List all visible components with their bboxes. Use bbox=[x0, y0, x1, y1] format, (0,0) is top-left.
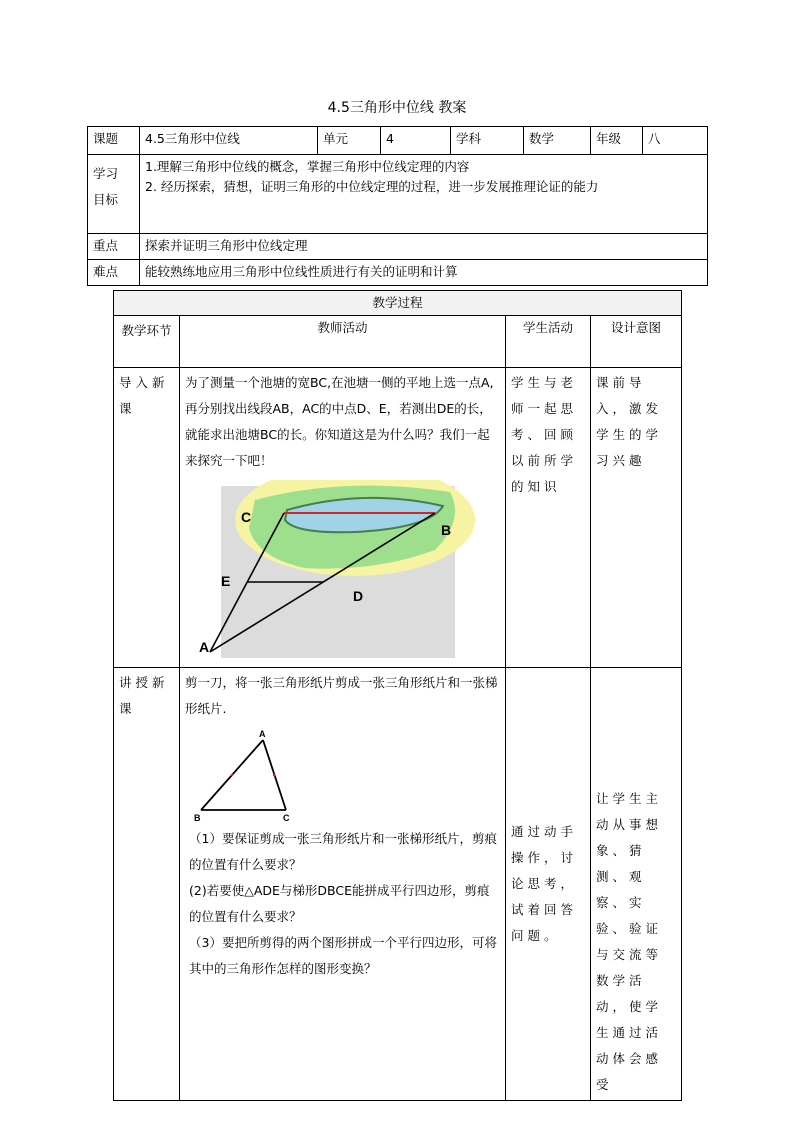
teacher-intro-text: 为了测量一个池塘的宽BC,在池塘一侧的平地上选一点A,再分别找出线段AB，AC的中点D、E，若测出DE的长，就能求出池塘BC的长。你知道这是为什么吗？我们一起来探究一下吧！ bbox=[185, 375, 494, 468]
label-d: D bbox=[353, 588, 364, 604]
difficulty-value: 能较熟练地应用三角形中位线性质进行有关的证明和计算 bbox=[140, 260, 708, 286]
label-a: A bbox=[259, 729, 266, 739]
grade-label: 年级 bbox=[591, 127, 643, 155]
student-intro: 学生与老师一起思考、回顾以前所学的知识 bbox=[506, 368, 591, 668]
step-intro: 导入新课 bbox=[114, 368, 180, 668]
step-new: 讲授新课 bbox=[114, 668, 180, 1101]
teacher-new-intro: 剪一刀，将一张三角形纸片剪成一张三角形纸片和一张梯形纸片. bbox=[185, 675, 498, 716]
difficulty-label: 难点 bbox=[88, 260, 140, 286]
mid-ab-dot bbox=[231, 774, 233, 776]
process-table bbox=[113, 290, 682, 1101]
goal-2: 2. 经历探索，猜想，证明三角形的中位线定理的过程，进一步发展推理论证的能力 bbox=[145, 179, 599, 194]
col-teacher-header: 教师活动 bbox=[180, 316, 506, 368]
label-b: B bbox=[441, 522, 452, 538]
teacher-intro-cell bbox=[180, 368, 506, 668]
design-new: 让学生主动从事想象、猜测、观察、实验、验证与交流等数学活动，使学生通过活动体会感受 bbox=[591, 668, 682, 1101]
goals-cell bbox=[140, 155, 708, 234]
process-title: 教学过程 bbox=[114, 291, 682, 316]
unit-value: 4 bbox=[381, 127, 451, 155]
triangle-figure bbox=[191, 728, 311, 826]
goals-label-line1: 学习 bbox=[93, 166, 119, 181]
question-2: (2)若要使△ADE与梯形DBCE能拼成平行四边形，剪痕的位置有什么要求？ bbox=[189, 883, 490, 924]
col-student-header: 学生活动 bbox=[506, 316, 591, 368]
design-intro: 课前导入，激发学生的学习兴趣 bbox=[591, 368, 682, 668]
col-design-header: 设计意图 bbox=[591, 316, 682, 368]
goals-label-line2: 目标 bbox=[93, 192, 119, 207]
goal-1: 1.理解三角形中位线的概念，掌握三角形中位线定理的内容 bbox=[145, 159, 470, 174]
student-new: 通过动手操作，讨论思考，试着回答问题。 bbox=[506, 668, 591, 1101]
course-label: 课题 bbox=[88, 127, 140, 155]
table-row bbox=[114, 368, 682, 668]
label-a: A bbox=[199, 639, 210, 655]
question-1: （1）要保证剪成一张三角形纸片和一张梯形纸片，剪痕的位置有什么要求？ bbox=[189, 831, 497, 872]
goals-label bbox=[88, 155, 140, 234]
subject-label: 学科 bbox=[451, 127, 524, 155]
col-step-header: 教学环节 bbox=[114, 316, 180, 368]
grade-value: 八 bbox=[643, 127, 708, 155]
label-c: C bbox=[283, 813, 290, 823]
label-c: C bbox=[241, 509, 252, 525]
subject-value: 数学 bbox=[524, 127, 591, 155]
key-label: 重点 bbox=[88, 234, 140, 260]
unit-label: 单元 bbox=[318, 127, 381, 155]
page-title: 4.5三角形中位线 教案 bbox=[327, 100, 467, 116]
key-value: 探索并证明三角形中位线定理 bbox=[140, 234, 708, 260]
info-table bbox=[87, 126, 708, 286]
label-e: E bbox=[221, 573, 231, 589]
teacher-new-cell bbox=[180, 668, 506, 1101]
table-row bbox=[114, 668, 682, 1101]
course-value: 4.5三角形中位线 bbox=[140, 127, 318, 155]
question-3: （3）要把所剪得的两个图形拼成一个平行四边形，可将其中的三角形作怎样的图形变换？ bbox=[189, 935, 497, 976]
mid-ac-dot bbox=[273, 774, 275, 776]
pond-figure bbox=[195, 480, 475, 658]
label-b: B bbox=[194, 813, 201, 823]
